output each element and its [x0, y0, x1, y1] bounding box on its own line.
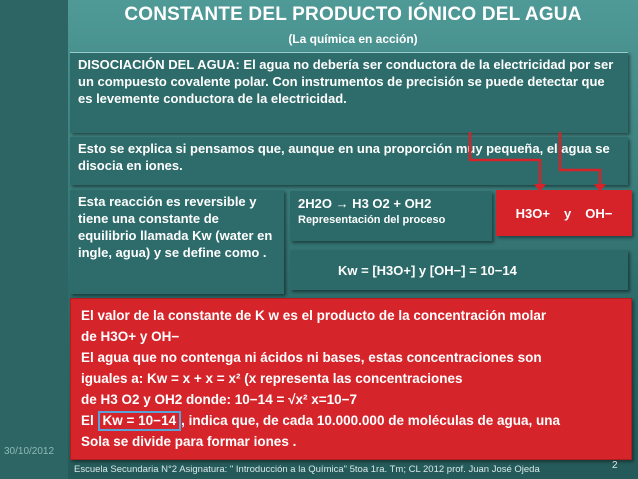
kw-line-4: iguales a: Kw = x + x = x² (x representa las concentraciones — [81, 371, 463, 386]
kw-definition-equation: Kw = [H3O+] y [OH−] = 10−14 — [338, 263, 517, 278]
kw-line-7: Sola se divide para formar iones . — [81, 434, 297, 449]
slide-subtitle: (La química en acción) — [288, 32, 418, 46]
dissociation-text: DISOCIACIÓN DEL AGUA: El agua no debería ser conductora de la electricidad por ser un compuesto covalente polar. Con instrumentos de precisión se puede detectar que es levemente conductora de la electricidad. — [78, 57, 614, 106]
dissociation-equation: 2H2O → H3 O2 + OH2 — [298, 196, 432, 211]
left-sidebar — [0, 0, 68, 479]
kw-line-6 — [81, 410, 621, 431]
reversible-text: Esta reacción es reversible y tiene una constante de equilibrio llamada Kw (water en ingle, agua) y se define como . — [78, 194, 273, 260]
kw-definition-panel — [290, 250, 628, 290]
kw-line-6-rest: , indica que, de cada 10.000.000 de moléculas de agua, una — [181, 413, 561, 428]
kw-line-3: El agua que no contenga ni ácidos ni bases, estas concentraciones son — [81, 350, 542, 365]
hydronium-ion: H3O+ — [515, 205, 550, 221]
kw-line-1: El valor de la constante de K w es el producto de la concentración molar — [81, 308, 547, 323]
kw-line-6-prefix: El — [81, 413, 94, 428]
dissociation-panel — [70, 52, 628, 133]
slide-title: CONSTANTE DEL PRODUCTO IÓNICO DEL AGUA — [124, 4, 582, 25]
slide-date: 30/10/2012 — [4, 446, 55, 457]
kw-line-2: de H3O+ y OH− — [81, 329, 180, 344]
reversible-panel — [70, 190, 284, 294]
equation-panel — [290, 191, 492, 241]
ions-box — [496, 190, 632, 236]
kw-line-5: de H3 O2 y OH2 donde: 10−14 = √x² x=10−7 — [81, 392, 358, 407]
hydroxide-ion: OH− — [585, 205, 613, 221]
explanation-panel — [70, 137, 628, 185]
ions-connector: y — [564, 205, 572, 221]
kw-value-box: Kw = 10−14 — [98, 411, 182, 431]
explanation-text: Esto se explica si pensamos que, aunque en una proporción muy pequeña, el agua se disocia en iones. — [78, 141, 610, 173]
kw-explanation-panel — [70, 298, 632, 460]
page-number: 2 — [612, 460, 618, 471]
slide-footer: Escuela Secundaria N°2 Asignatura: " Introducción a la Química" 5toa 1ra. Tm; CL 2012 prof. Juan José Ojeda — [74, 464, 540, 475]
equation-caption: Representación del proceso — [298, 214, 446, 226]
